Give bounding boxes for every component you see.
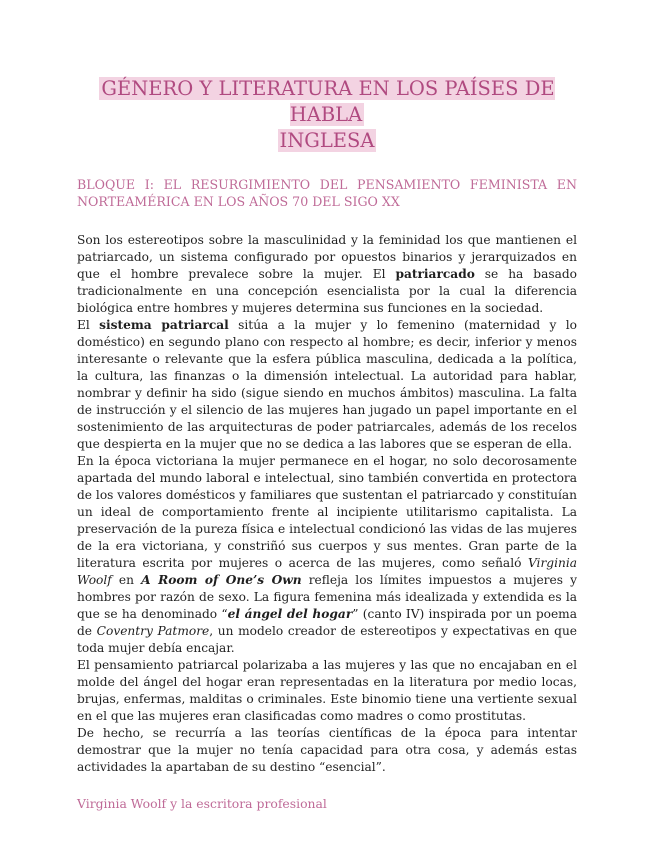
section-heading: Virginia Woolf y la escritora profesional (77, 796, 327, 811)
text-run: en (111, 573, 142, 587)
document-title-line2: INGLESA (279, 129, 375, 152)
text-run: se ha basado tradicionalmente en una concepción esencialista por la cual la diferencia biológica entre hombres y mujeres determina sus funciones en la sociedad. (77, 267, 578, 315)
block-heading: BLOQUE I: EL RESURGIMIENTO DEL PENSAMIENTO FEMINISTA EN NORTEAMÉRICA EN LOS AÑOS 70 DEL SIGO XX (77, 177, 577, 209)
paragraph (77, 725, 577, 776)
document-title-line1: GÉNERO Y LITERATURA EN LOS PAÍSES DE HABLA (101, 77, 555, 126)
text-run: sitúa a la mujer y lo femenino (maternidad y lo doméstico) en segundo plano con respecto al hombre; es decir, inferior y menos interesante o relevante que la esfera pública masculina, dedicada a la política, la cultura, las finanzas o la dimensión intelectual. La autoridad para hablar, nombrar y definir ha sido (sigue siendo en muchos ámbitos) masculina. La falta de instrucción y el silencio de las mujeres han jugado un papel importante en el sostenimiento de las arquitecturas de poder patriarcales, además de los recelos que despierta en la mujer que no se dedica a las labores que se esperan de ella. (77, 318, 577, 451)
text-run: El (77, 318, 100, 332)
text-run: Son los estereotipos sobre la masculinidad y la feminidad los que mantienen el patriarcado, un sistema configurado por opuestos binarios y jerarquizados en que el hombre prevalece sobre la mujer. El (77, 233, 577, 281)
emphasis-bold: A Room of One’s Own (141, 573, 302, 587)
paragraph (77, 453, 577, 657)
body-text (77, 232, 577, 776)
paragraph (77, 317, 577, 453)
text-run: refleja los límites impuestos a mujeres y hombres por razón de sexo. La figura femenina más idealizada y extendida es la que se ha denominado “ (77, 573, 577, 621)
paragraph (77, 657, 577, 725)
emphasis-bold: patriarcado (395, 267, 475, 281)
text-run: , un modelo creador de estereotipos y expectativas en que toda mujer debía encajar. (77, 624, 578, 655)
document-title (77, 76, 577, 154)
emphasis-italic: Coventry Patmore (96, 624, 210, 638)
emphasis-bold: el ángel del hogar (227, 607, 353, 621)
emphasis-bold: sistema patriarcal (99, 318, 229, 332)
emphasis-italic: Virginia Woolf (77, 556, 577, 587)
text-run: El pensamiento patriarcal polarizaba a las mujeres y las que no encajaban en el molde del ángel del hogar eran representadas en la literatura por medio locas, brujas, enfermas, malditas o criminales. Este binomio tiene una vertiente sexual en el que las mujeres eran clasificadas como madres o como prostitutas. (77, 658, 577, 723)
text-run: ” (canto IV) inspirada por un poema de (77, 607, 577, 638)
paragraph (77, 232, 577, 317)
text-run: En la época victoriana la mujer permanece en el hogar, no solo decorosamente apartada del mundo laboral e intelectual, sino también convertida en protectora de los valores domésticos y familiares que sustentan el patriarcado y constituían un ideal de comportamiento frente al incipiente utilitarismo capitalista. La preservación de la pureza física e intelectual condicionó las vidas de las mujeres de la era victoriana, y constriñó sus cuerpos y sus mentes. Gran parte de la literatura escrita por mujeres o acerca de las mujeres, como señaló (77, 454, 577, 570)
text-run: De hecho, se recurría a las teorías científicas de la época para intentar demostrar que la mujer no tenía capacidad para otra cosa, y además estas actividades la apartaban de su destino “esencial”. (77, 726, 577, 774)
